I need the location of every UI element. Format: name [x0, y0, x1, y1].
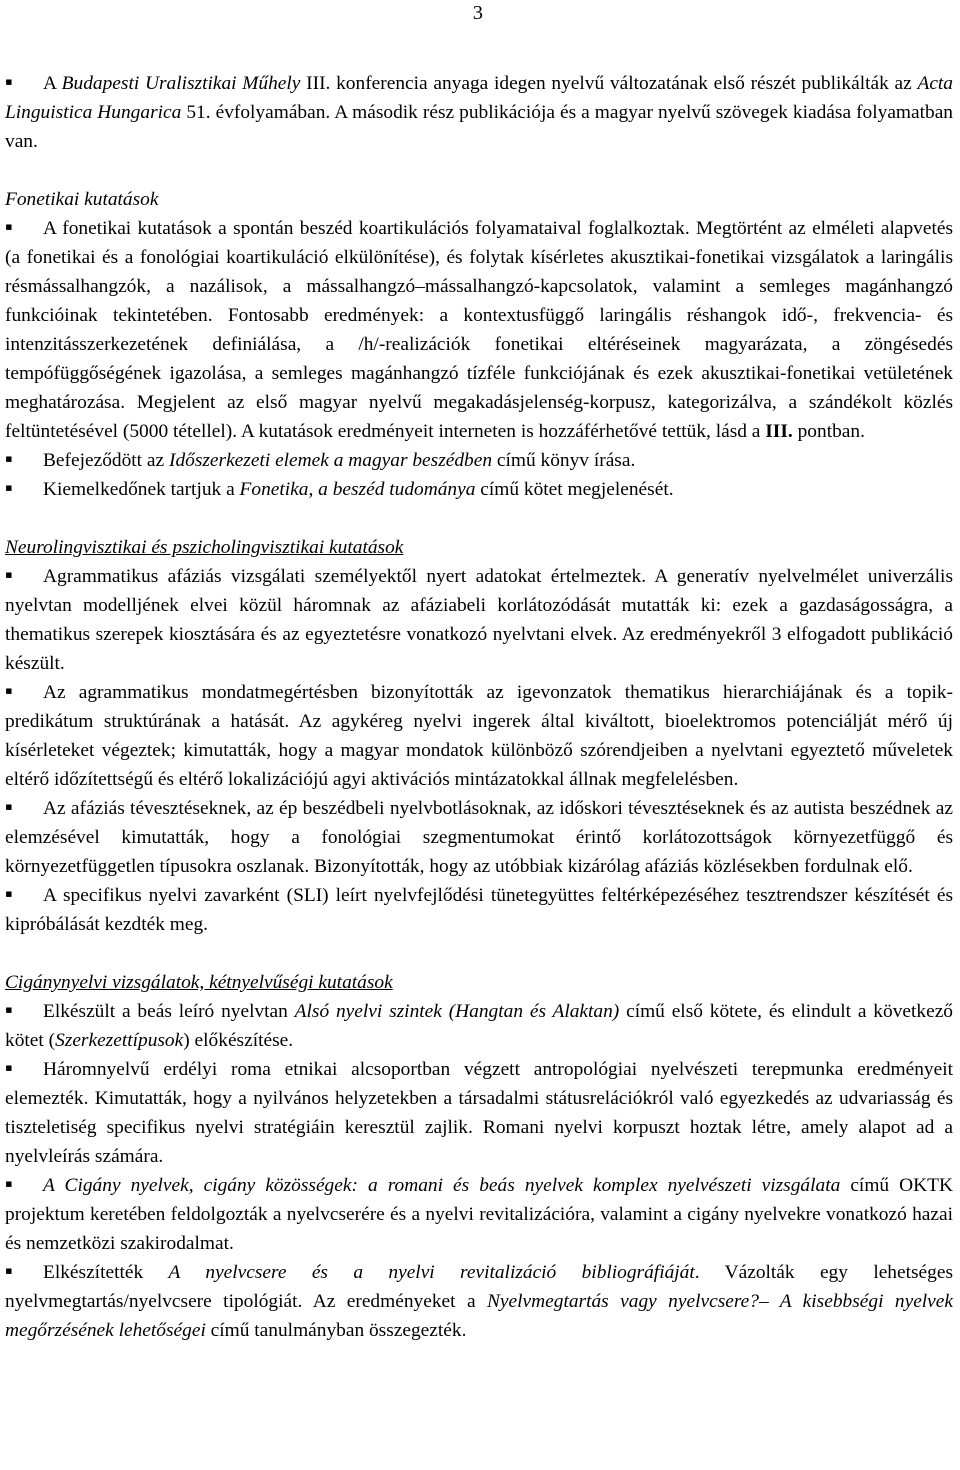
italic-title: Acta Linguistica Hungarica	[5, 73, 954, 123]
paragraph-text: című kötet megjelenését.	[475, 479, 674, 500]
paragraph-text: . Vázolták egy lehetséges nyelvmegtartás/nyelvcsere tipológiát. Az eredményeket a	[5, 1262, 953, 1312]
paragraph-text: A specifikus nyelvi zavarként (SLI) leírt nyelvfejlődési tünetegyüttes feltérképezéséhez tesztrendszer készítését és kipróbálását kezdték meg.	[5, 885, 953, 935]
bullet-paragraph	[5, 475, 953, 504]
section-heading: Cigánynyelvi vizsgálatok, kétnyelvűségi kutatások	[5, 972, 393, 993]
section-gap	[5, 939, 953, 968]
italic-title: Nyelvmegtartás vagy nyelvcsere?– A kisebbségi nyelvek megőrzésének lehetőségei	[5, 1291, 954, 1341]
section-heading: Neurolingvisztikai és pszicholingvisztikai kutatások	[5, 537, 404, 558]
document-body	[5, 69, 953, 1345]
paragraph-text: A fonetikai kutatások a spontán beszéd koartikulációs folyamataival foglalkoztak. Megtörtént az elméleti alapvetés (a fonetikai és a fonológiai koartikuláció elkülönítése), és folytak kísérletes akusztikai-fonetikai vizsgálatok a laringális résmássalhangzók, a nazálisok, a mássalhangzó–mássalhangzó-kapcsolatok, valamint a semleges magánhangzó funkcióinak tekintetében. Fontosabb eredmények: a kontextusfüggő laringális réshangok idő-, frekvencia- és intenzitásszerkezetének definiálása, a /h/-realizációk fonetikai eltéréseinek magyarázata, a zöngésedés tempófüggőségének igazolása, a semleges magánhangzó tízféle funkciójának és ezek akusztikai-fonetikai vetületének meghatározása. Megjelent az első magyar nyelvű megakadásjelenség-korpusz, kategorizálva, a szándékolt közlés feltüntetésével (5000 tétellel). A kutatások eredményeit interneten is hozzáférhetővé tettük, lásd a	[5, 218, 953, 442]
paragraph-text: Elkészült a beás leíró nyelvtan	[43, 1001, 295, 1022]
paragraph-text: Elkészítették	[43, 1262, 169, 1283]
paragraph-text: Az agrammatikus mondatmegértésben bizonyították az igevonzatok thematikus hierarchiájának és a topik-predikátum struktúrának a hatását. Az agykéreg nyelvi ingerek által kiváltott, bioelektromos potenciálját mérő új kísérleteket végeztek; kimutatták, hogy a magyar mondatok különböző szórendjeiben a nyelvtani egyeztető műveletek eltérő időzítettségű és eltérő lokalizációjú agyi aktivációs mintázatokkal állnak megfelelésben.	[5, 682, 953, 790]
italic-title: Budapesti Uralisztikai Műhely	[61, 73, 301, 94]
paragraph-text: című könyv írása.	[492, 450, 636, 471]
paragraph-text: című első kötete, és elindult a következő kötet (	[5, 1001, 953, 1051]
paragraph-text: 51. évfolyamában. A második rész publikációja és a magyar nyelvű szövegek kiadása folyamatban van.	[5, 102, 953, 152]
bullet-paragraph	[5, 446, 953, 475]
paragraph-text: A	[43, 73, 62, 94]
bullet-paragraph	[5, 1055, 953, 1171]
bold-reference: III.	[765, 421, 793, 442]
italic-title: A Cigány nyelvek, cigány közösségek: a romani és beás nyelvek komplex nyelvészeti vizsgálata	[43, 1175, 841, 1196]
paragraph-text: pontban.	[792, 421, 865, 442]
paragraph-text: ) előkészítése.	[183, 1030, 294, 1051]
section-gap	[5, 156, 953, 185]
bullet-paragraph	[5, 881, 953, 939]
section-gap	[5, 504, 953, 533]
bullet-paragraph	[5, 997, 953, 1055]
bullet-paragraph	[5, 678, 953, 794]
bullet-paragraph	[5, 562, 953, 678]
italic-title: A nyelvcsere és a nyelvi revitalizáció bibliográfiáját	[168, 1262, 695, 1283]
bullet-paragraph	[5, 69, 953, 156]
bullet-paragraph	[5, 1258, 953, 1345]
page-number: 3	[472, 2, 483, 24]
bullet-paragraph	[5, 214, 953, 446]
bullet-paragraph	[5, 794, 953, 881]
paragraph-text: III. konferencia anyaga idegen nyelvű változatának első részét publikálták az	[300, 73, 918, 94]
paragraph-text: című tanulmányban összegezték.	[205, 1320, 467, 1341]
paragraph-text: Agrammatikus afáziás vizsgálati személyektől nyert adatokat értelmeztek. A generatív nyelvelmélet univerzális nyelvtan modelljének elvei közül háromnak az afáziabeli korlátozódását mutatták ki: ezek a gazdaságosságra, a thematikus szerepek kiosztására és az egyeztetésre vonatkozó nyelvtani elvek. Az eredményekről 3 elfogadott publikáció készült.	[5, 566, 953, 674]
section-heading: Fonetikai kutatások	[5, 189, 159, 210]
italic-title: Szerkezettípusok	[55, 1030, 184, 1051]
paragraph-text: című OKTK projektum keretében feldolgozták a nyelvcserére és a nyelvi revitalizációra, valamint a cigány nyelvekre vonatkozó hazai és nemzetközi szakirodalmat.	[5, 1175, 953, 1254]
paragraph-text: Befejeződött az	[43, 450, 169, 471]
bullet-paragraph	[5, 1171, 953, 1258]
italic-title: Fonetika, a beszéd tudománya	[239, 479, 476, 500]
italic-title: Alsó nyelvi szintek (Hangtan és Alaktan)	[294, 1001, 620, 1022]
italic-title: Időszerkezeti elemek a magyar beszédben	[168, 450, 493, 471]
paragraph-text: Az afáziás tévesztéseknek, az ép beszédbeli nyelvbotlásoknak, az időskori tévesztéseknek és az autista beszédnek az elemzésével kimutatták, hogy a fonológiai szegmentumokat érintő korlátozottságok környezetfüggő és környezetfüggetlen típusokra oszlanak. Bizonyították, hogy az utóbbiak kizárólag afáziás közlésekben fordulnak elő.	[5, 798, 953, 877]
paragraph-text: Háromnyelvű erdélyi roma etnikai alcsoportban végzett antropológiai nyelvészeti terepmunka eredményeit elemezték. Kimutatták, hogy a nyilvános helyzetekben a társadalmi státusrelációkról való egyezkedés az udvariasság és tiszteletiség specifikus nyelvi stratégiáin keresztül zajlik. Romani nyelvi korpuszt hoztak létre, amely alapot ad a nyelvleírás számára.	[5, 1059, 953, 1167]
paragraph-text: Kiemelkedőnek tartjuk a	[43, 479, 240, 500]
